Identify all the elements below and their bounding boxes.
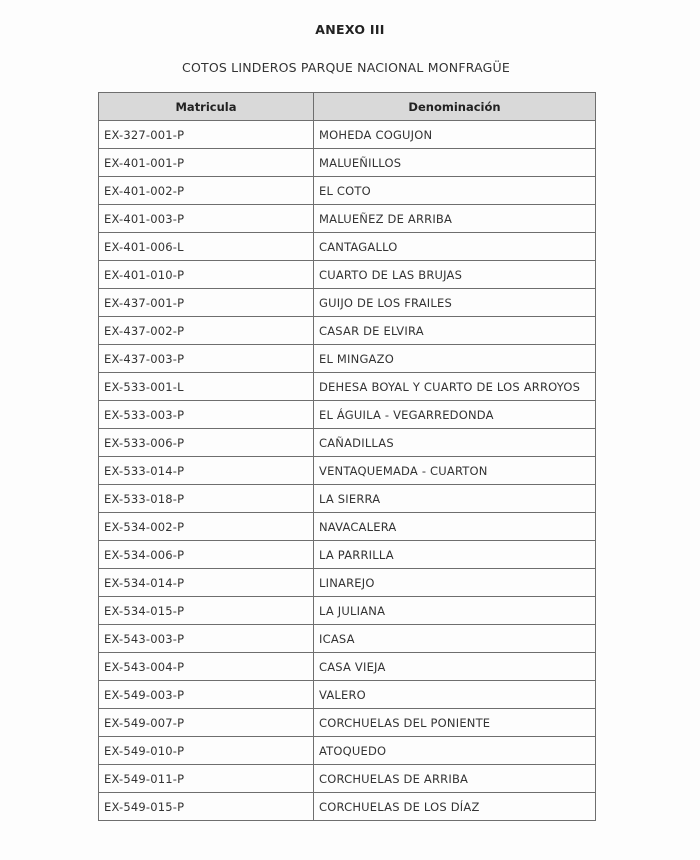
cell-denominacion: ATOQUEDO: [314, 737, 596, 765]
cell-matricula: EX-533-001-L: [99, 373, 314, 401]
cell-matricula: EX-549-010-P: [99, 737, 314, 765]
cell-matricula: EX-533-014-P: [99, 457, 314, 485]
table-row: [99, 121, 596, 149]
table-row: [99, 569, 596, 597]
cell-matricula: EX-437-003-P: [99, 345, 314, 373]
table-header-row: [99, 93, 596, 121]
column-header-denominacion: Denominación: [314, 93, 596, 121]
cell-matricula: EX-437-001-P: [99, 289, 314, 317]
cell-matricula: EX-533-006-P: [99, 429, 314, 457]
page-title: ANEXO III: [315, 22, 385, 37]
table-row: [99, 345, 596, 373]
table-row: [99, 401, 596, 429]
table-row: [99, 317, 596, 345]
table-row: [99, 653, 596, 681]
cell-matricula: EX-401-002-P: [99, 177, 314, 205]
cell-denominacion: CORCHUELAS DE LOS DÍAZ: [314, 793, 596, 821]
table-row: [99, 625, 596, 653]
cell-matricula: EX-401-001-P: [99, 149, 314, 177]
cell-denominacion: EL MINGAZO: [314, 345, 596, 373]
cell-matricula: EX-327-001-P: [99, 121, 314, 149]
page-subtitle: COTOS LINDEROS PARQUE NACIONAL MONFRAGÜE: [182, 60, 510, 75]
cell-matricula: EX-401-010-P: [99, 261, 314, 289]
cell-matricula: EX-543-003-P: [99, 625, 314, 653]
cell-denominacion: LA PARRILLA: [314, 541, 596, 569]
column-header-matricula: Matricula: [99, 93, 314, 121]
cell-matricula: EX-533-003-P: [99, 401, 314, 429]
table-row: [99, 793, 596, 821]
cell-denominacion: DEHESA BOYAL Y CUARTO DE LOS ARROYOS: [314, 373, 596, 401]
cell-denominacion: CORCHUELAS DEL PONIENTE: [314, 709, 596, 737]
cell-denominacion: MALUEÑILLOS: [314, 149, 596, 177]
table-row: [99, 373, 596, 401]
cell-matricula: EX-401-003-P: [99, 205, 314, 233]
table-row: [99, 429, 596, 457]
cell-matricula: EX-534-002-P: [99, 513, 314, 541]
cell-matricula: EX-401-006-L: [99, 233, 314, 261]
cell-denominacion: NAVACALERA: [314, 513, 596, 541]
table-body: [99, 121, 596, 821]
cell-denominacion: CUARTO DE LAS BRUJAS: [314, 261, 596, 289]
table-row: [99, 177, 596, 205]
cell-matricula: EX-543-004-P: [99, 653, 314, 681]
cell-denominacion: LINAREJO: [314, 569, 596, 597]
table-row: [99, 233, 596, 261]
cell-matricula: EX-549-003-P: [99, 681, 314, 709]
cell-matricula: EX-549-007-P: [99, 709, 314, 737]
cell-denominacion: MALUEÑEZ DE ARRIBA: [314, 205, 596, 233]
cell-denominacion: VENTAQUEMADA - CUARTON: [314, 457, 596, 485]
cell-matricula: EX-534-014-P: [99, 569, 314, 597]
cell-denominacion: CORCHUELAS DE ARRIBA: [314, 765, 596, 793]
cell-matricula: EX-437-002-P: [99, 317, 314, 345]
table-row: [99, 681, 596, 709]
cell-denominacion: EL ÁGUILA - VEGARREDONDA: [314, 401, 596, 429]
cell-denominacion: CAÑADILLAS: [314, 429, 596, 457]
cell-matricula: EX-534-015-P: [99, 597, 314, 625]
cell-matricula: EX-534-006-P: [99, 541, 314, 569]
table-row: [99, 289, 596, 317]
table-row: [99, 513, 596, 541]
cell-denominacion: CASAR DE ELVIRA: [314, 317, 596, 345]
table-row: [99, 737, 596, 765]
cell-denominacion: CASA VIEJA: [314, 653, 596, 681]
table-row: [99, 205, 596, 233]
cell-denominacion: GUIJO DE LOS FRAILES: [314, 289, 596, 317]
cell-matricula: EX-549-015-P: [99, 793, 314, 821]
cell-denominacion: EL COTO: [314, 177, 596, 205]
cell-denominacion: VALERO: [314, 681, 596, 709]
cell-denominacion: LA SIERRA: [314, 485, 596, 513]
cell-denominacion: LA JULIANA: [314, 597, 596, 625]
table-row: [99, 485, 596, 513]
table-row: [99, 541, 596, 569]
cell-denominacion: CANTAGALLO: [314, 233, 596, 261]
table-row: [99, 765, 596, 793]
cell-matricula: EX-549-011-P: [99, 765, 314, 793]
table-row: [99, 149, 596, 177]
table-row: [99, 457, 596, 485]
cell-denominacion: MOHEDA COGUJON: [314, 121, 596, 149]
table-row: [99, 709, 596, 737]
table-row: [99, 261, 596, 289]
cell-denominacion: ICASA: [314, 625, 596, 653]
cotos-table: [98, 92, 596, 821]
cell-matricula: EX-533-018-P: [99, 485, 314, 513]
table-row: [99, 597, 596, 625]
